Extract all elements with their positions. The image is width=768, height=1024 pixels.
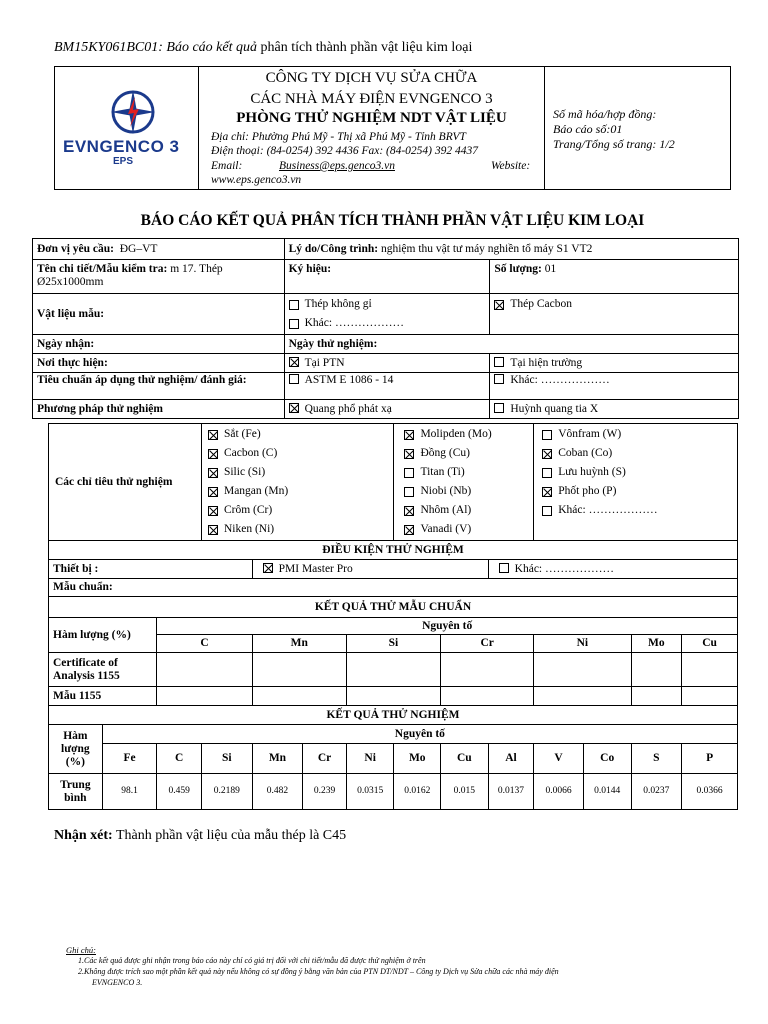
method-opt-xrf: Huỳnh quang tia X [510, 402, 599, 415]
remark [54, 828, 346, 844]
conditions-heading: ĐIỀU KIỆN THỬ NGHIỆM [49, 541, 738, 560]
value-si: 0.2189 [201, 774, 252, 810]
element-other: Khác: ……………… [558, 504, 658, 516]
reason-label: Lý do/Công trình: [288, 242, 379, 255]
certificate-label: Certificate of Analysis 1155 [49, 653, 157, 687]
checkbox-fe[interactable] [208, 430, 218, 440]
checkbox-cu[interactable] [404, 449, 414, 459]
std-col-si: Si [346, 635, 440, 653]
symbol-label: Ký hiệu: [288, 263, 332, 275]
device-opt-pmi: PMI Master Pro [278, 562, 353, 575]
checkbox-lab[interactable] [289, 357, 299, 367]
info-row-method [33, 400, 739, 419]
place-label: Nơi thực hiện: [33, 354, 285, 373]
test-col-si: Si [201, 744, 252, 774]
method-option-1 [284, 400, 490, 419]
material-label: Vật liệu mẫu: [33, 294, 285, 335]
test-col-cu: Cu [441, 744, 489, 774]
std-col-cr: Cr [441, 635, 534, 653]
element-si: Silic (Si) [223, 466, 266, 478]
device-option-1 [252, 560, 488, 579]
report-title: BÁO CÁO KẾT QUẢ PHÂN TÍCH THÀNH PHẦN VẬT LIỆU KIM LOẠI [140, 212, 645, 229]
sample-1155-row [49, 687, 738, 706]
value-cu: 0.015 [441, 774, 489, 810]
main-table [48, 423, 738, 810]
checkbox-material-other[interactable] [289, 319, 299, 329]
info-row-place [33, 354, 739, 373]
contract-number: Số mã hóa/hợp đồng: [553, 107, 657, 121]
conditions-heading-row [49, 541, 738, 560]
website-label: Website: [491, 160, 531, 172]
place-option-1 [284, 354, 490, 373]
device-label: Thiết bị : [49, 560, 253, 579]
symbol-cell [284, 260, 490, 294]
material-options-2 [490, 294, 739, 335]
checkbox-ti[interactable] [404, 468, 414, 478]
checkbox-ni[interactable] [208, 525, 218, 535]
device-opt-other: Khác: ……………… [514, 562, 614, 575]
element-w: Vônfram (W) [558, 428, 622, 440]
indicators-label: Các chỉ tiêu thử nghiệm [49, 424, 202, 541]
test-col-cr: Cr [303, 744, 347, 774]
page-number: Trang/Tổng số trang: 1/2 [553, 137, 675, 151]
info-row-sample [33, 260, 739, 294]
checkbox-al[interactable] [404, 506, 414, 516]
value-al: 0.0137 [488, 774, 534, 810]
place-option-2 [490, 354, 739, 373]
quantity-cell [490, 260, 739, 294]
email-label: Email: [211, 160, 243, 172]
standard-sample-row [49, 579, 738, 597]
info-row-material [33, 294, 739, 335]
element-mo: Molipden (Mo) [420, 428, 492, 440]
checkbox-spectrometry[interactable] [289, 403, 299, 413]
test-date-label: Ngày thử nghiệm: [284, 335, 738, 354]
value-co: 0.0144 [583, 774, 631, 810]
test-col-s: S [631, 744, 682, 774]
lightning-logo-icon [108, 87, 158, 137]
checkbox-mn[interactable] [208, 487, 218, 497]
element-cu: Đồng (Cu) [420, 447, 470, 459]
element-fe: Sắt (Fe) [223, 428, 261, 440]
info-row-standard [33, 373, 739, 400]
checkbox-field[interactable] [494, 357, 504, 367]
test-col-ni: Ni [346, 744, 394, 774]
value-ni: 0.0315 [346, 774, 394, 810]
standard-content-label: Hàm lượng (%) [49, 618, 157, 653]
std-col-c: C [157, 635, 252, 653]
test-element-label: Nguyên tố [102, 725, 737, 744]
standard-element-row [49, 618, 738, 635]
element-cr: Crôm (Cr) [223, 504, 273, 516]
checkbox-stainless[interactable] [289, 300, 299, 310]
requester-cell [33, 239, 285, 260]
test-element-row [49, 725, 738, 744]
checkbox-standard-other[interactable] [494, 374, 504, 384]
material-opt-other: Khác: ……………… [304, 317, 404, 329]
place-opt-field: Tại hiện trường [510, 356, 583, 369]
test-col-al: Al [488, 744, 534, 774]
checkbox-p[interactable] [542, 487, 552, 497]
document-code-title: Báo cáo kết quả [166, 40, 257, 55]
test-col-p: P [682, 744, 738, 774]
method-opt-spectrometry: Quang phổ phát xạ [304, 402, 392, 415]
value-mn: 0.482 [252, 774, 303, 810]
address: Địa chỉ: Phường Phú Mỹ - Thị xã Phú Mỹ - Tỉnh BRVT [211, 131, 466, 143]
test-col-c: C [157, 744, 202, 774]
method-label: Phương pháp thử nghiệm [33, 400, 285, 419]
certificate-row [49, 653, 738, 687]
company-logo [63, 85, 193, 175]
note-1: 1.Các kết quả được ghi nhận trong báo cáo này chỉ có giá trị đối với chi tiết/mẫu đã được thử nghiệm ở trên [78, 956, 426, 965]
device-row [49, 560, 738, 579]
checkbox-carbon-steel[interactable] [494, 300, 504, 310]
info-table [32, 238, 739, 419]
value-mo: 0.0162 [394, 774, 441, 810]
standard-element-label: Nguyên tố [157, 618, 738, 635]
checkbox-nb[interactable] [404, 487, 414, 497]
element-ti: Titan (Ti) [420, 466, 465, 478]
standard-results-heading-row [49, 597, 738, 618]
phone-fax: Điện thoại: (84-0254) 392 4436 Fax: (84-0254) 392 4437 [211, 145, 479, 157]
test-col-mn: Mn [252, 744, 303, 774]
element-c: Cacbon (C) [223, 447, 278, 459]
checkbox-xrf[interactable] [494, 403, 504, 413]
requester-value: ĐG–VT [119, 242, 158, 255]
checkbox-pmi[interactable] [263, 563, 273, 573]
element-v: Vanadi (V) [420, 523, 472, 535]
document-code-line: BM15KY061BC01: Báo cáo kết quả phân tích thành phần vật liệu kim loại [54, 40, 473, 55]
requester-label: Đơn vị yêu cầu: [37, 242, 114, 255]
value-c: 0.459 [157, 774, 202, 810]
standard-opt-astm: ASTM E 1086 - 14 [304, 374, 394, 386]
logo-sub: EPS [113, 156, 134, 167]
test-col-fe: Fe [102, 744, 157, 774]
element-ni: Niken (Ni) [223, 523, 275, 535]
place-opt-lab: Tại PTN [304, 356, 345, 369]
checkbox-astm[interactable] [289, 374, 299, 384]
value-fe: 98.1 [102, 774, 157, 810]
lab-name: PHÒNG THỬ NGHIỆM NDT VẬT LIỆU [236, 110, 507, 126]
quantity-value: 01 [544, 263, 557, 275]
test-results-heading-row [49, 706, 738, 725]
checkbox-si[interactable] [208, 468, 218, 478]
notes-title: Ghi chú: [66, 945, 96, 955]
note-2: 2.Không được trích sao một phần kết quả này nếu không có sự đồng ý bằng văn bản của PTN DT/NDT – Công ty Dịch vụ Sửa chữa các nhà máy điện [78, 967, 559, 976]
standard-sample-label: Mẫu chuẩn: [49, 579, 738, 597]
value-cr: 0.239 [303, 774, 347, 810]
standard-opt-other: Khác: ……………… [510, 374, 610, 386]
report-number: Báo cáo số:01 [553, 122, 623, 136]
standard-option-1 [284, 373, 490, 400]
document-code-subtitle: phân tích thành phần vật liệu kim loại [260, 40, 473, 55]
test-content-label: Hàm lượng (%) [49, 725, 103, 774]
average-row [49, 774, 738, 810]
test-col-co: Co [583, 744, 631, 774]
logo-brand: EVNGENCO 3 [63, 137, 180, 156]
device-option-2 [488, 560, 737, 579]
value-s: 0.0237 [631, 774, 682, 810]
std-col-mo: Mo [631, 635, 682, 653]
website-link[interactable]: www.eps.genco3.vn [211, 174, 302, 186]
average-label: Trung bình [49, 774, 103, 810]
quantity-label: Số lượng: [494, 263, 542, 275]
standard-label: Tiêu chuẩn áp dụng thử nghiệm/ đánh giá: [33, 373, 285, 400]
test-columns-row [49, 744, 738, 774]
material-opt-stainless: Thép không gỉ [304, 298, 372, 310]
elements-column-1 [201, 424, 393, 541]
sample-value: m 17. Thép Ø25x1000mm [37, 263, 223, 288]
value-p: 0.0366 [682, 774, 738, 810]
elements-column-3 [534, 424, 738, 541]
method-option-2 [490, 400, 739, 419]
element-co: Coban (Co) [558, 447, 613, 459]
element-al: Nhôm (Al) [420, 504, 472, 516]
checkbox-cr[interactable] [208, 506, 218, 516]
std-col-mn: Mn [252, 635, 346, 653]
element-mn: Mangan (Mn) [223, 485, 289, 497]
element-s: Lưu huỳnh (S) [558, 466, 626, 478]
company-name-2: CÁC NHÀ MÁY ĐIỆN EVNGENCO 3 [250, 91, 493, 107]
header-box [54, 66, 731, 190]
company-name-1: CÔNG TY DỊCH VỤ SỬA CHỮA [265, 70, 478, 86]
checkbox-w[interactable] [542, 430, 552, 440]
sample-1155-label: Mẫu 1155 [49, 687, 157, 706]
checkbox-s[interactable] [542, 468, 552, 478]
sample-cell [33, 260, 285, 294]
checkbox-c[interactable] [208, 449, 218, 459]
remark-text: Thành phần vật liệu của mẫu thép là C45 [115, 828, 347, 843]
standard-option-2 [490, 373, 739, 400]
test-col-mo: Mo [394, 744, 441, 774]
element-nb: Niobi (Nb) [420, 485, 472, 497]
elements-column-2 [394, 424, 534, 541]
element-p: Phốt pho (P) [558, 485, 617, 497]
value-v: 0.0066 [534, 774, 584, 810]
checkbox-v[interactable] [404, 525, 414, 535]
note-2-continued: EVNGENCO 3. [92, 978, 143, 987]
remark-label: Nhận xét: [54, 828, 113, 843]
email-link[interactable]: Business@eps.genco3.vn [279, 160, 395, 172]
checkbox-device-other[interactable] [499, 563, 509, 573]
reason-cell [284, 239, 738, 260]
checkbox-element-other[interactable] [542, 506, 552, 516]
indicators-row [49, 424, 738, 541]
info-row-requester [33, 239, 739, 260]
info-row-dates [33, 335, 739, 354]
sample-label: Tên chi tiết/Mẫu kiểm tra: [37, 263, 168, 275]
std-col-ni: Ni [534, 635, 631, 653]
received-label: Ngày nhận: [33, 335, 285, 354]
checkbox-mo[interactable] [404, 430, 414, 440]
checkbox-co[interactable] [542, 449, 552, 459]
document-code: BM15KY061BC01 [54, 40, 159, 55]
std-col-cu: Cu [682, 635, 738, 653]
test-col-v: V [534, 744, 584, 774]
test-results-heading: KẾT QUẢ THỬ NGHIỆM [49, 706, 738, 725]
material-options-1 [284, 294, 490, 335]
material-opt-carbon: Thép Cacbon [510, 298, 572, 310]
standard-results-heading: KẾT QUẢ THỬ MẪU CHUẨN [49, 597, 738, 618]
reason-value: nghiệm thu vật tư máy nghiền tổ máy S1 VT2 [380, 242, 593, 255]
